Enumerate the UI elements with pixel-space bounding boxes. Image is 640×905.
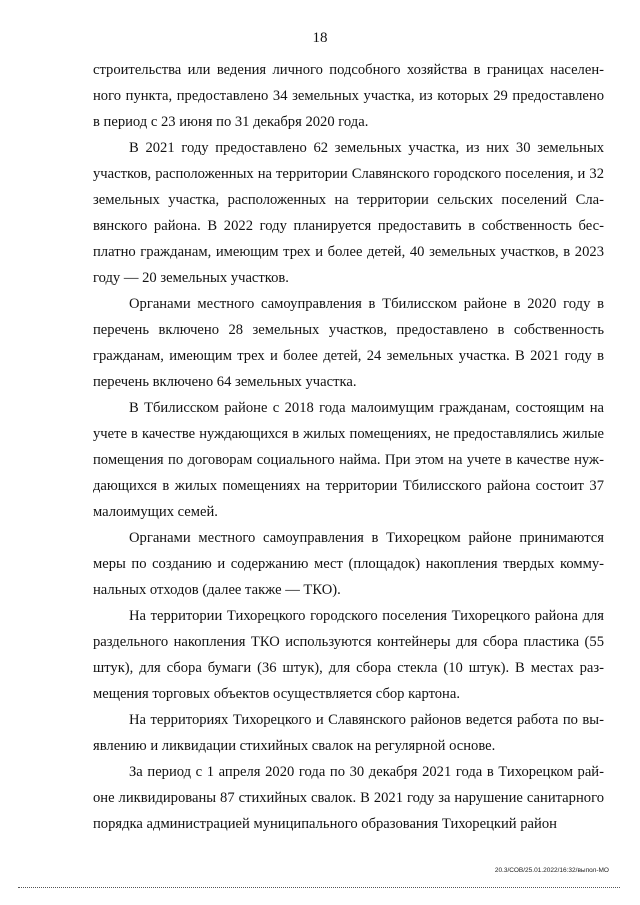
footer-divider [18, 887, 620, 888]
page-number: 18 [312, 30, 328, 46]
document-body [93, 57, 604, 837]
paragraph: Органами местного самоуправления в Тбилисском районе в 2020 году в перечень включено 28 земельных участков, предоставлено в собственность гражданам, имеющим трех и более детей, 24 земельных участка. В 2021 году в перечень включено 64 земельных участка. [93, 296, 604, 390]
paragraph: В Тбилисском районе с 2018 года малоимущим гражданам, состоящим на учете в качестве нуждающихся в жилых помещениях, не предоставлялись жилые помещения по договорам социального найма. При этом на учете в качестве нуждающихся в жилых помещениях на территории Тбилисского района состоит 37 малоимущих семей. [93, 400, 604, 520]
paragraph: На территории Тихорецкого городского поселения Тихорецкого района для раздельного накопления ТКО используются контейнеры для сбора пластика (55 штук), для сбора бумаги (36 штук), для сбора стекла (10 штук). В местах размещения торговых объектов осуществляется сбор картона. [93, 608, 604, 702]
footer-document-code: 20.3/СОВ/25.01.2022/16:32/выпол-МО [494, 867, 609, 874]
paragraph: За период с 1 апреля 2020 года по 30 декабря 2021 года в Тихорецком районе ликвидированы 87 стихийных свалок. В 2021 году за нарушение санитарного порядка администрацией муниципального образования Тихорецкий район [93, 764, 604, 832]
paragraph: Органами местного самоуправления в Тихорецком районе принимаются меры по созданию и содержанию мест (площадок) накопления твердых коммунальных отходов (далее также — ТКО). [93, 530, 604, 598]
paragraph: строительства или ведения личного подсобного хозяйства в границах населенного пункта, предоставлено 34 земельных участка, из которых 29 предоставлено в период с 23 июня по 31 декабря 2020 года. [93, 62, 604, 130]
paragraph: На территориях Тихорецкого и Славянского районов ведется работа по выявлению и ликвидации стихийных свалок на регулярной основе. [93, 712, 604, 754]
paragraph: В 2021 году предоставлено 62 земельных участка, из них 30 земельных участков, расположенных на территории Славянского городского поселения, и 32 земельных участка, расположенных на территории сельских поселений Славянского района. В 2022 году планируется предоставить в собственность бесплатно гражданам, имеющим трех и более детей, 40 земельных участков, в 2023 году — 20 земельных участков. [93, 140, 604, 286]
